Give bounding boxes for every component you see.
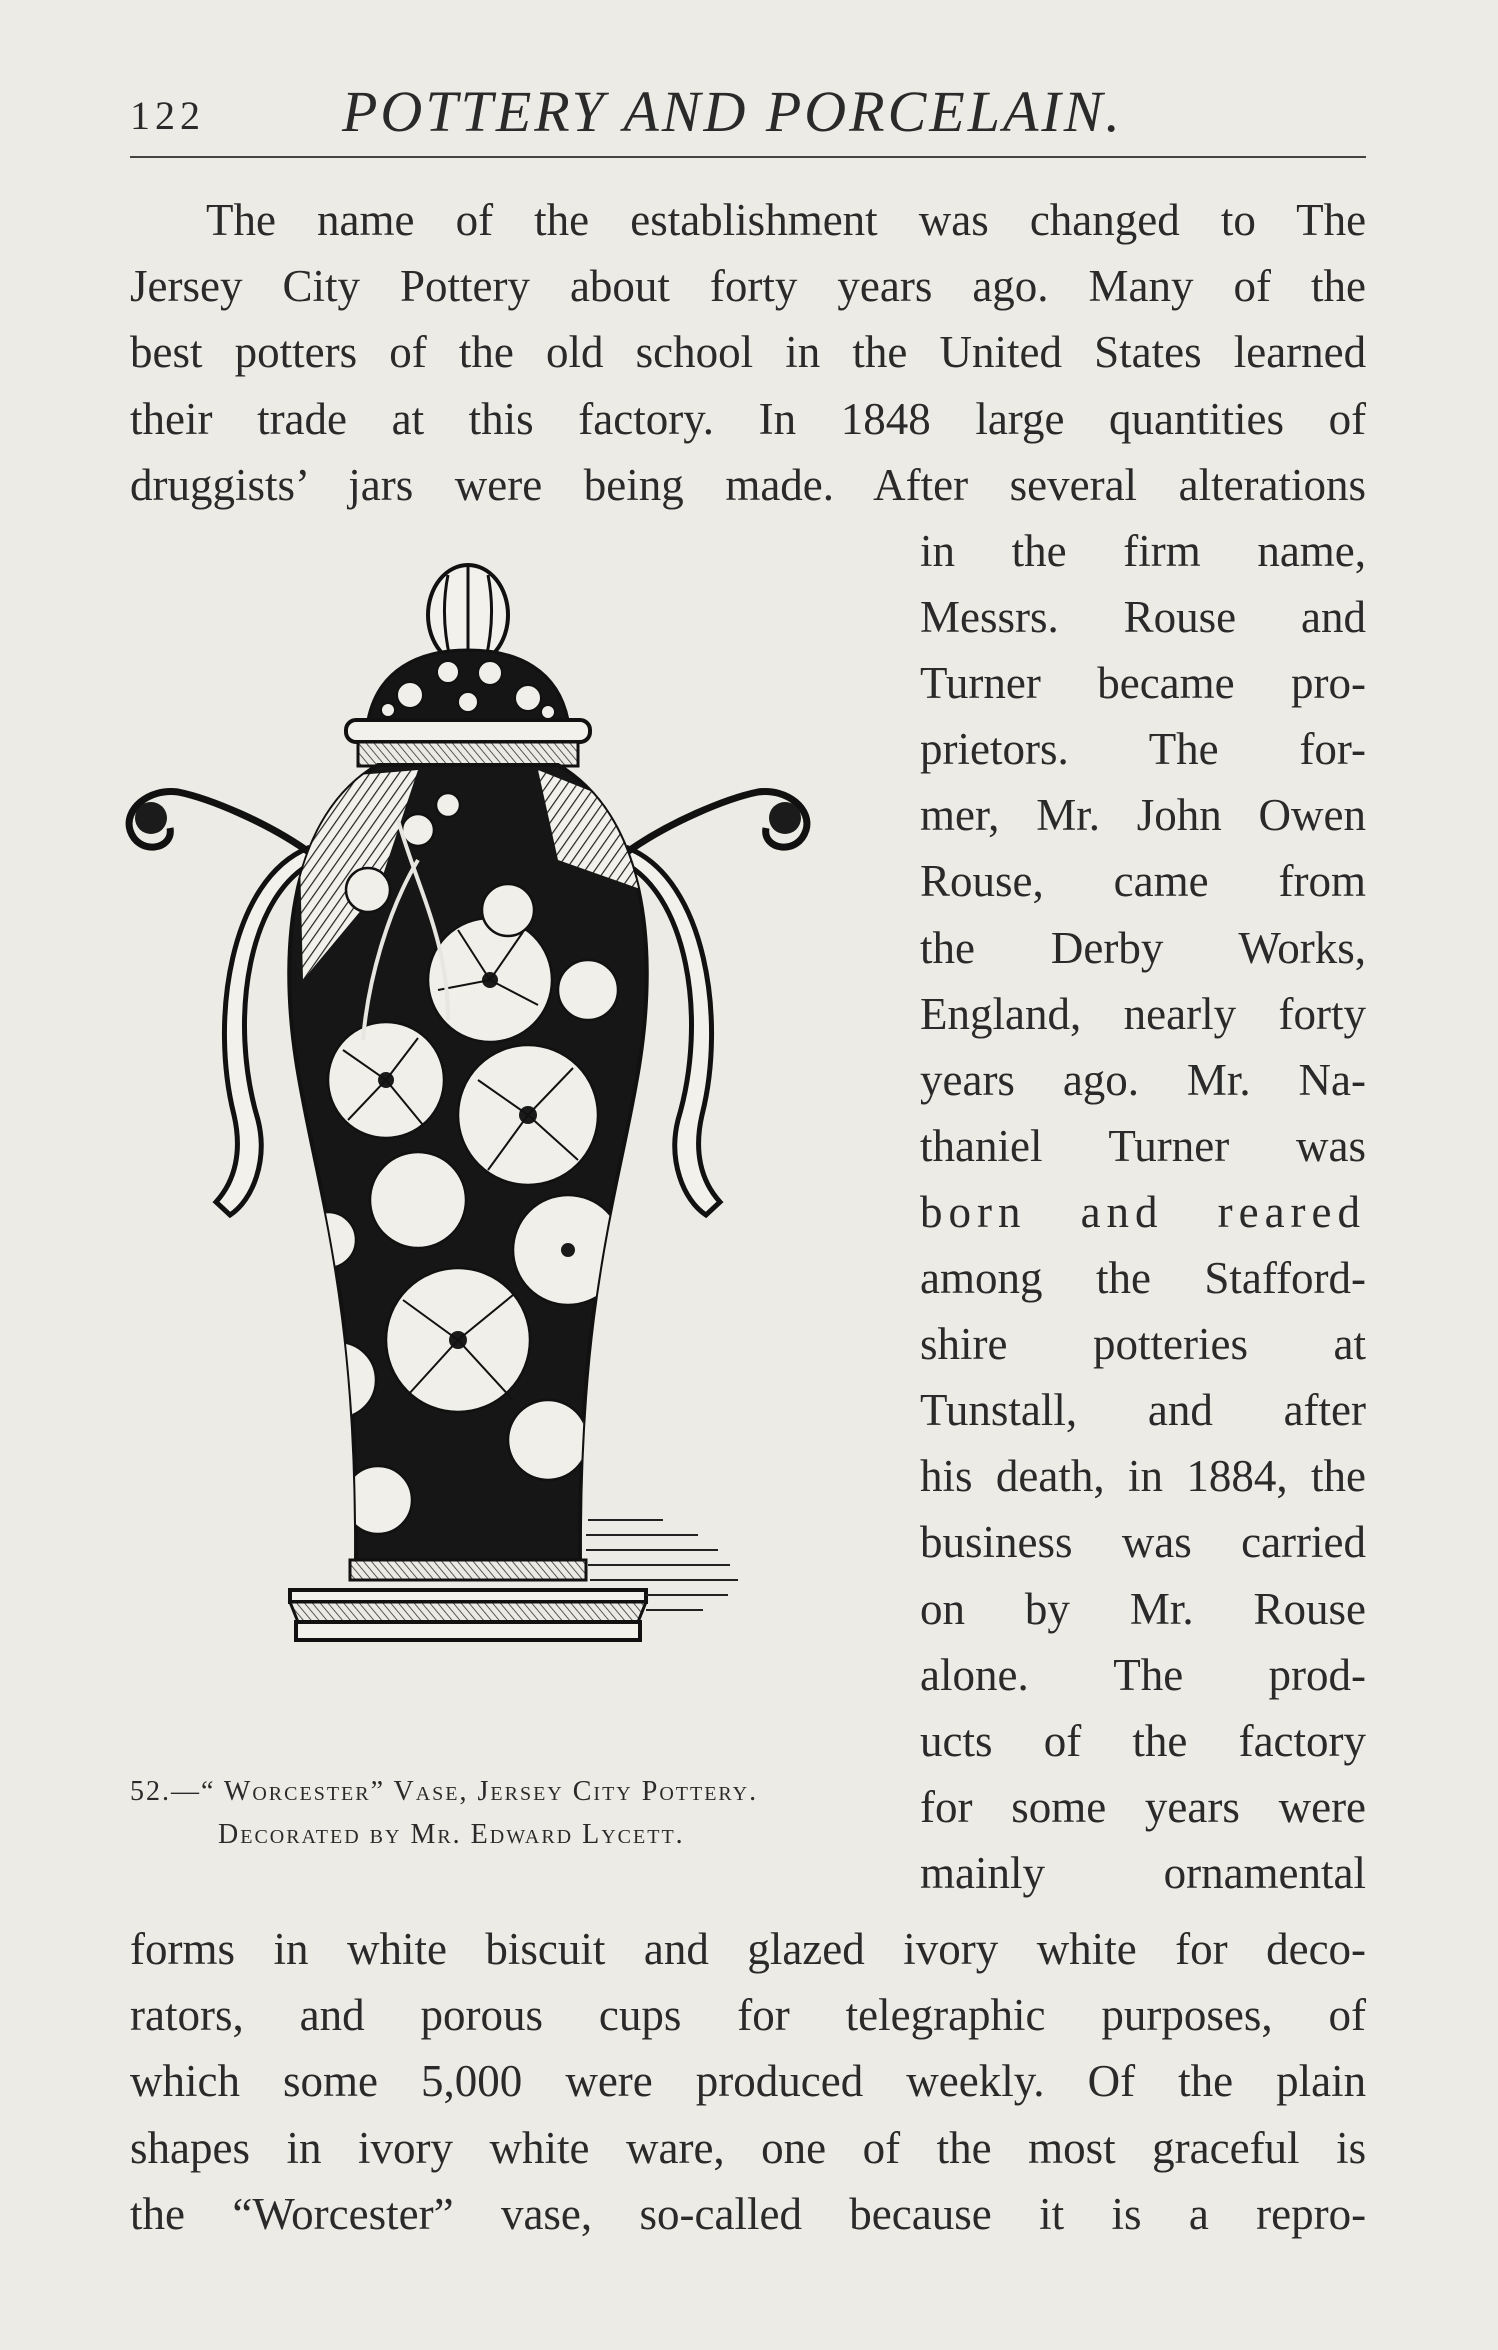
caption-line: 52.—“ Worcester” Vase, Jersey City Pottery. bbox=[130, 1776, 759, 1807]
text-line: for some years were bbox=[920, 1781, 1366, 1832]
text-line: mainly ornamental bbox=[920, 1847, 1366, 1898]
text-line: shapes in ivory white ware, one of the most graceful is bbox=[130, 2122, 1366, 2173]
text-line: business was carried bbox=[920, 1517, 1366, 1568]
vase-illustration bbox=[118, 560, 908, 1735]
text-line: the Derby Works, bbox=[920, 922, 1366, 973]
text-line: which some 5,000 were produced weekly. Of the plain bbox=[130, 2056, 1366, 2107]
paragraph-side bbox=[920, 518, 1366, 1906]
paragraph-bottom bbox=[130, 1916, 1366, 2247]
text-line: born and reared bbox=[920, 1186, 1366, 1237]
caption-line: Decorated by Mr. Edward Lycett. bbox=[218, 1819, 685, 1850]
text-line: Turner became pro- bbox=[920, 658, 1366, 709]
paragraph-top bbox=[130, 187, 1366, 518]
text-line: The name of the establishment was changed to The bbox=[206, 195, 1366, 245]
header-rule bbox=[130, 156, 1366, 158]
text-line: on by Mr. Rouse bbox=[920, 1583, 1366, 1634]
text-line: Rouse, came from bbox=[920, 856, 1366, 907]
text-line: thaniel Turner was bbox=[920, 1120, 1366, 1171]
text-line: alone. The prod- bbox=[920, 1649, 1366, 1700]
running-title: POTTERY AND PORCELAIN. bbox=[342, 79, 1123, 144]
page-header bbox=[130, 78, 1366, 158]
text-line: years ago. Mr. Na- bbox=[920, 1054, 1366, 1105]
text-line: prietors. The for- bbox=[920, 724, 1366, 775]
text-line: ucts of the factory bbox=[920, 1715, 1366, 1766]
text-line: their trade at this factory. In 1848 large quantities of bbox=[130, 393, 1366, 444]
text-line: Tunstall, and after bbox=[920, 1385, 1366, 1436]
figure-caption bbox=[130, 1770, 920, 1856]
text-line: England, nearly forty bbox=[920, 988, 1366, 1039]
text-line: druggists’ jars were being made. After several alterations bbox=[130, 459, 1366, 510]
text-line: shire potteries at bbox=[920, 1319, 1366, 1370]
text-line: his death, in 1884, the bbox=[920, 1451, 1366, 1502]
text-line: mer, Mr. John Owen bbox=[920, 790, 1366, 841]
text-line: Jersey City Pottery about forty years ago. Many of the bbox=[130, 261, 1366, 312]
page-number: 122 bbox=[130, 93, 205, 138]
text-line: among the Stafford- bbox=[920, 1253, 1366, 1304]
text-line: in the firm name, bbox=[920, 526, 1366, 576]
text-line: best potters of the old school in the United States learned bbox=[130, 327, 1366, 378]
text-line: the “Worcester” vase, so-called because it is a repro- bbox=[130, 2188, 1366, 2239]
text-line: rators, and porous cups for telegraphic purposes, of bbox=[130, 1990, 1366, 2041]
text-line: Messrs. Rouse and bbox=[920, 592, 1366, 643]
text-line: forms in white biscuit and glazed ivory white for deco- bbox=[130, 1924, 1366, 1974]
